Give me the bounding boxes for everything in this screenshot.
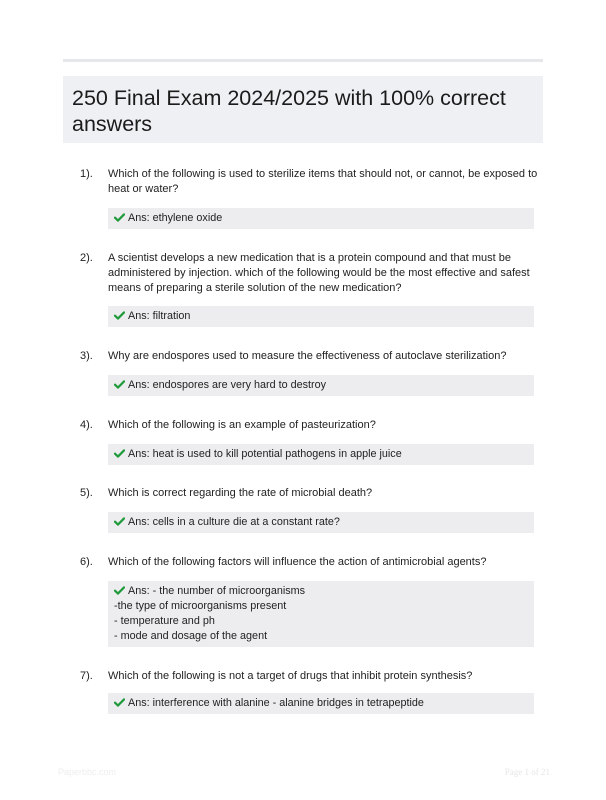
header-rule xyxy=(63,59,543,62)
page-title: 250 Final Exam 2024/2025 with 100% correct answers xyxy=(72,86,506,136)
check-icon xyxy=(114,380,125,389)
question-number: 2). xyxy=(80,252,93,264)
answer-text: Ans: - the number of microorganisms xyxy=(128,585,306,597)
question-text: Which is correct regarding the rate of microbial death? xyxy=(108,487,373,499)
question-number: 4). xyxy=(80,419,93,431)
answer-line xyxy=(114,584,534,599)
answer-line: - mode and dosage of the agent xyxy=(114,630,268,642)
answer-box xyxy=(108,444,534,465)
title-banner xyxy=(63,76,543,143)
question-number: 7). xyxy=(80,670,93,682)
question-text: Which of the following is not a target of drugs that inhibit protein synthesis? xyxy=(108,670,473,682)
check-icon xyxy=(114,311,125,320)
question-text: Which of the following is used to sterilize items that should not, or cannot, be exposed to heat or water? xyxy=(108,168,538,196)
check-icon xyxy=(114,586,125,595)
question-text: A scientist develops a new medication that is a protein compound and that must be administered by injection. which of the following would be the most effective and safest means of preparing a sterile solution of the new medication? xyxy=(108,252,530,295)
answer-line xyxy=(114,696,534,711)
answer-box xyxy=(108,375,534,396)
check-icon xyxy=(114,517,125,526)
answer-box xyxy=(108,512,534,533)
question-number: 3). xyxy=(80,350,93,362)
check-icon xyxy=(114,213,125,222)
question-number: 5). xyxy=(80,487,93,499)
question-text: Which of the following is an example of pasteurization? xyxy=(108,419,376,431)
answer-text: Ans: heat is used to kill potential pathogens in apple juice xyxy=(128,448,402,460)
answer-text: Ans: cells in a culture die at a constant rate? xyxy=(128,516,340,528)
check-icon xyxy=(114,449,125,458)
answer-box xyxy=(108,208,534,229)
answer-line xyxy=(114,309,534,324)
answer-line: -the type of microorganisms present xyxy=(114,600,287,612)
answer-box xyxy=(108,693,534,714)
answer-box xyxy=(108,581,534,647)
question-number: 6). xyxy=(80,556,93,568)
answer-text: Ans: filtration xyxy=(128,310,191,322)
answer-line: - temperature and ph xyxy=(114,615,215,627)
question-text: Why are endospores used to measure the effectiveness of autoclave sterilization? xyxy=(108,350,507,362)
answer-line xyxy=(114,378,534,393)
answer-text: Ans: interference with alanine - alanine bridges in tetrapeptide xyxy=(128,697,424,709)
answer-line xyxy=(114,211,534,226)
answer-line xyxy=(114,447,534,462)
answer-text: Ans: endospores are very hard to destroy xyxy=(128,379,327,391)
footer-watermark: Paperbbc.com xyxy=(58,767,117,777)
answer-text: Ans: ethylene oxide xyxy=(128,212,223,224)
question-text: Which of the following factors will influence the action of antimicrobial agents? xyxy=(108,556,487,568)
answer-box xyxy=(108,306,534,327)
question-number: 1). xyxy=(80,168,93,180)
answer-line xyxy=(114,515,534,530)
page-number: Page 1 of 21 xyxy=(504,767,550,777)
check-icon xyxy=(114,698,125,707)
